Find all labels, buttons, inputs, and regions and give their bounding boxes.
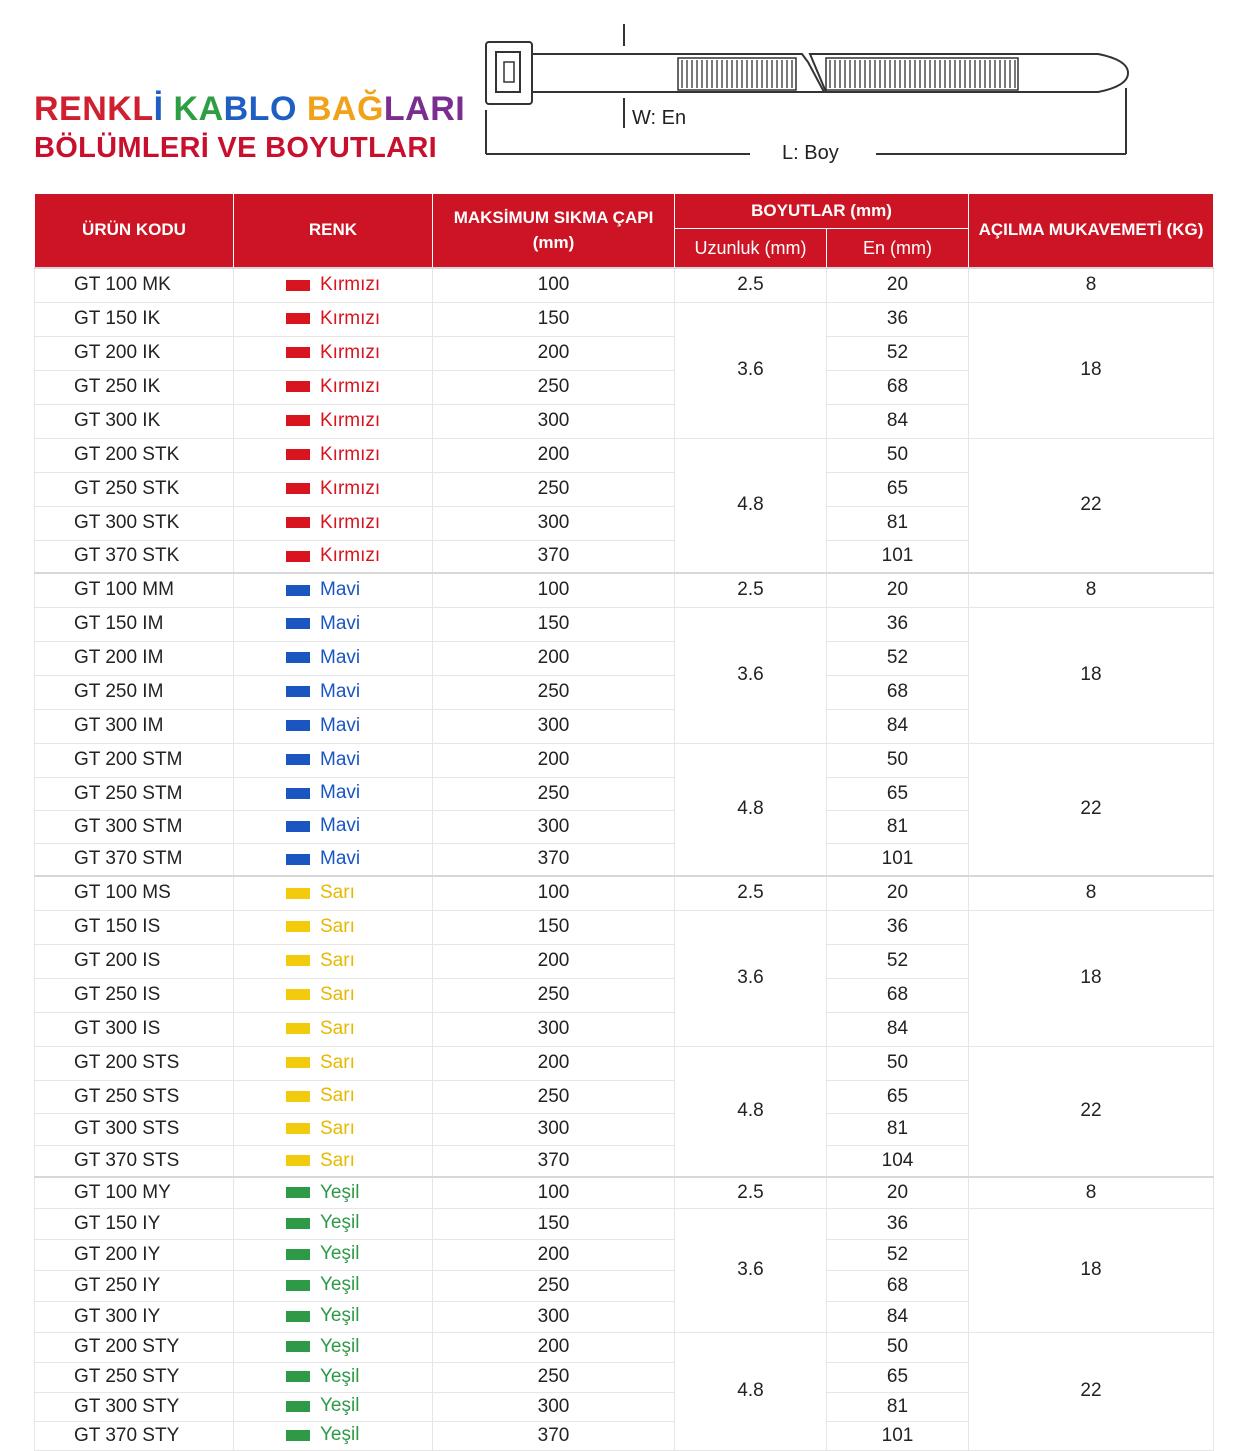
cell-color: [234, 540, 433, 573]
table-row: [35, 743, 1214, 777]
color-swatch: [286, 517, 310, 528]
cell-width: 65: [827, 777, 969, 810]
cell-width: 84: [827, 1301, 969, 1332]
cell-width: 50: [827, 743, 969, 777]
cell-max-diameter: 300: [433, 1301, 675, 1332]
color-swatch: [286, 1311, 310, 1322]
color-swatch: [286, 1371, 310, 1382]
cell-width: 68: [827, 1270, 969, 1301]
color-name: Yeşil: [320, 1424, 360, 1446]
cell-color: [234, 944, 433, 978]
cell-max-diameter: 300: [433, 709, 675, 743]
cell-width: 36: [827, 1208, 969, 1239]
cell-product-code: GT 100 MY: [35, 1177, 234, 1208]
table-row: [35, 607, 1214, 641]
cell-width: 101: [827, 843, 969, 876]
title-seg-4: BAĞ: [306, 90, 384, 128]
color-name: Mavi: [320, 782, 361, 804]
cell-max-diameter: 300: [433, 1113, 675, 1145]
cell-color: [234, 302, 433, 336]
cell-color: [234, 1177, 433, 1208]
cell-product-code: GT 370 STS: [35, 1145, 234, 1177]
cell-length: 3.6: [675, 607, 827, 743]
cell-length: 2.5: [675, 268, 827, 302]
color-name: Yeşil: [320, 1365, 360, 1387]
cell-max-diameter: 100: [433, 1177, 675, 1208]
cell-width: 84: [827, 1012, 969, 1046]
cell-product-code: GT 250 STS: [35, 1080, 234, 1113]
cell-color: [234, 1046, 433, 1080]
color-swatch: [286, 1341, 310, 1352]
cell-color: [234, 1332, 433, 1362]
cell-color: [234, 1080, 433, 1113]
cell-max-diameter: 370: [433, 843, 675, 876]
cell-product-code: GT 250 IY: [35, 1270, 234, 1301]
cell-product-code: GT 300 IY: [35, 1301, 234, 1332]
color-swatch: [286, 652, 310, 663]
header-strength: AÇILMA MUKAVEMETİ (KG): [969, 194, 1214, 269]
cell-max-diameter: 250: [433, 978, 675, 1012]
cell-width: 68: [827, 978, 969, 1012]
cell-max-diameter: 200: [433, 438, 675, 472]
color-name: Yeşil: [320, 1243, 360, 1265]
color-name: Sarı: [320, 1051, 355, 1073]
cell-width: 68: [827, 675, 969, 709]
color-swatch: [286, 720, 310, 731]
color-name: Yeşil: [320, 1274, 360, 1296]
cell-length: 4.8: [675, 438, 827, 573]
color-swatch: [286, 821, 310, 832]
cell-width: 36: [827, 910, 969, 944]
page-title: [34, 92, 465, 163]
cell-max-diameter: 150: [433, 607, 675, 641]
header-width: En (mm): [827, 229, 969, 269]
cell-color: [234, 910, 433, 944]
cell-width: 81: [827, 506, 969, 540]
cell-product-code: GT 200 STS: [35, 1046, 234, 1080]
width-label: W: En: [632, 107, 687, 129]
spec-table: [34, 193, 1214, 1451]
header-max-diameter: MAKSİMUM SIKMA ÇAPI (mm): [433, 194, 675, 269]
cell-length: 3.6: [675, 1208, 827, 1332]
cell-product-code: GT 100 MS: [35, 876, 234, 910]
cell-width: 101: [827, 540, 969, 573]
color-name: Sarı: [320, 1085, 355, 1107]
cell-strength: 22: [969, 743, 1214, 876]
color-swatch: [286, 381, 310, 392]
color-swatch: [286, 347, 310, 358]
cell-product-code: GT 300 IK: [35, 404, 234, 438]
color-name: Yeşil: [320, 1181, 360, 1203]
cell-width: 65: [827, 1080, 969, 1113]
cell-length: 4.8: [675, 743, 827, 876]
color-name: Sarı: [320, 1149, 355, 1171]
cell-product-code: GT 150 IM: [35, 607, 234, 641]
cell-strength: 22: [969, 438, 1214, 573]
cell-product-code: GT 250 STK: [35, 472, 234, 506]
cell-strength: 18: [969, 910, 1214, 1046]
color-name: Yeşil: [320, 1305, 360, 1327]
cell-color: [234, 506, 433, 540]
color-name: Yeşil: [320, 1212, 360, 1234]
cell-strength: 18: [969, 607, 1214, 743]
color-name: Mavi: [320, 646, 361, 668]
cell-width: 52: [827, 641, 969, 675]
cell-length: 2.5: [675, 1177, 827, 1208]
cell-color: [234, 978, 433, 1012]
cell-product-code: GT 370 STY: [35, 1421, 234, 1450]
color-name: Mavi: [320, 714, 361, 736]
color-swatch: [286, 989, 310, 1000]
cell-max-diameter: 250: [433, 1270, 675, 1301]
table-row: [35, 1177, 1214, 1208]
cell-strength: 22: [969, 1046, 1214, 1177]
color-name: Yeşil: [320, 1335, 360, 1357]
cell-color: [234, 573, 433, 607]
color-name: Sarı: [320, 1017, 355, 1039]
cell-product-code: GT 200 IM: [35, 641, 234, 675]
color-swatch: [286, 1280, 310, 1291]
color-name: Yeşil: [320, 1395, 360, 1417]
cell-max-diameter: 300: [433, 506, 675, 540]
cell-product-code: GT 200 IK: [35, 336, 234, 370]
cell-length: 4.8: [675, 1046, 827, 1177]
cell-color: [234, 641, 433, 675]
cell-max-diameter: 200: [433, 641, 675, 675]
cell-product-code: GT 200 IS: [35, 944, 234, 978]
color-name: Sarı: [320, 949, 355, 971]
cell-product-code: GT 200 STY: [35, 1332, 234, 1362]
color-name: Sarı: [320, 1117, 355, 1139]
cell-max-diameter: 300: [433, 1392, 675, 1421]
color-name: Kırmızı: [320, 375, 381, 397]
cell-width: 104: [827, 1145, 969, 1177]
color-swatch: [286, 854, 310, 865]
cell-product-code: GT 300 IM: [35, 709, 234, 743]
cell-width: 50: [827, 1046, 969, 1080]
cell-max-diameter: 200: [433, 1332, 675, 1362]
cell-color: [234, 843, 433, 876]
color-swatch: [286, 1123, 310, 1134]
header-code: ÜRÜN KODU: [35, 194, 234, 269]
cell-color: [234, 1392, 433, 1421]
color-swatch: [286, 754, 310, 765]
color-name: Mavi: [320, 848, 361, 870]
color-swatch: [286, 1249, 310, 1260]
color-swatch: [286, 1155, 310, 1166]
color-swatch: [286, 1430, 310, 1441]
cell-product-code: GT 250 STM: [35, 777, 234, 810]
cell-width: 50: [827, 1332, 969, 1362]
color-name: Sarı: [320, 983, 355, 1005]
color-swatch: [286, 921, 310, 932]
table-row: [35, 573, 1214, 607]
cell-color: [234, 404, 433, 438]
table-row: [35, 268, 1214, 302]
cell-max-diameter: 370: [433, 1421, 675, 1450]
cell-product-code: GT 250 STY: [35, 1362, 234, 1392]
color-swatch: [286, 551, 310, 562]
color-name: Mavi: [320, 579, 361, 601]
cell-width: 84: [827, 709, 969, 743]
cell-length: 4.8: [675, 1332, 827, 1450]
cell-product-code: GT 300 IS: [35, 1012, 234, 1046]
cell-max-diameter: 150: [433, 910, 675, 944]
cell-width: 65: [827, 1362, 969, 1392]
color-name: Kırmızı: [320, 274, 381, 296]
cell-max-diameter: 200: [433, 944, 675, 978]
cell-color: [234, 370, 433, 404]
cell-strength: 8: [969, 876, 1214, 910]
color-name: Kırmızı: [320, 477, 381, 499]
cell-width: 20: [827, 876, 969, 910]
color-swatch: [286, 449, 310, 460]
cell-product-code: GT 300 STY: [35, 1392, 234, 1421]
title-seg-1: İ: [153, 90, 164, 128]
cell-max-diameter: 250: [433, 370, 675, 404]
cell-max-diameter: 200: [433, 1046, 675, 1080]
cell-width: 20: [827, 1177, 969, 1208]
cell-width: 68: [827, 370, 969, 404]
cell-width: 101: [827, 1421, 969, 1450]
cell-color: [234, 1208, 433, 1239]
color-name: Kırmızı: [320, 307, 381, 329]
cell-color: [234, 1301, 433, 1332]
header-color: RENK: [234, 194, 433, 269]
cell-product-code: GT 300 STK: [35, 506, 234, 540]
cell-color: [234, 1270, 433, 1301]
cell-length: 2.5: [675, 876, 827, 910]
cell-product-code: GT 200 IY: [35, 1239, 234, 1270]
cell-width: 81: [827, 1392, 969, 1421]
cell-max-diameter: 300: [433, 810, 675, 843]
header-dimensions: BOYUTLAR (mm): [675, 194, 969, 229]
cell-color: [234, 675, 433, 709]
color-swatch: [286, 1187, 310, 1198]
cell-color: [234, 1145, 433, 1177]
cell-width: 81: [827, 1113, 969, 1145]
cell-color: [234, 438, 433, 472]
cell-product-code: GT 300 STS: [35, 1113, 234, 1145]
length-label: L: Boy: [782, 142, 839, 164]
cell-max-diameter: 300: [433, 404, 675, 438]
cell-length: 3.6: [675, 302, 827, 438]
cell-color: [234, 743, 433, 777]
cell-length: 2.5: [675, 573, 827, 607]
cell-width: 20: [827, 268, 969, 302]
table-row: [35, 876, 1214, 910]
table-row: [35, 1332, 1214, 1362]
cell-width: 52: [827, 336, 969, 370]
cell-product-code: GT 200 STK: [35, 438, 234, 472]
cell-color: [234, 1239, 433, 1270]
cell-max-diameter: 250: [433, 675, 675, 709]
cell-max-diameter: 200: [433, 1239, 675, 1270]
color-name: Kırmızı: [320, 341, 381, 363]
title-line-1: [34, 92, 465, 126]
cell-max-diameter: 150: [433, 302, 675, 336]
color-swatch: [286, 280, 310, 291]
color-swatch: [286, 686, 310, 697]
color-name: Mavi: [320, 815, 361, 837]
cell-width: 20: [827, 573, 969, 607]
title-seg-3: BLO: [223, 90, 307, 128]
cell-max-diameter: 300: [433, 1012, 675, 1046]
cell-product-code: GT 150 IK: [35, 302, 234, 336]
cell-max-diameter: 150: [433, 1208, 675, 1239]
cell-color: [234, 1362, 433, 1392]
cell-color: [234, 709, 433, 743]
cell-strength: 8: [969, 1177, 1214, 1208]
cell-product-code: GT 200 STM: [35, 743, 234, 777]
cell-width: 36: [827, 607, 969, 641]
cable-tie-diagram: [478, 18, 1138, 168]
cell-width: 84: [827, 404, 969, 438]
table-row: [35, 302, 1214, 336]
color-name: Kırmızı: [320, 443, 381, 465]
color-name: Mavi: [320, 680, 361, 702]
color-swatch: [286, 955, 310, 966]
cell-strength: 22: [969, 1332, 1214, 1450]
cell-width: 52: [827, 1239, 969, 1270]
cell-max-diameter: 100: [433, 876, 675, 910]
cell-product-code: GT 370 STM: [35, 843, 234, 876]
cell-max-diameter: 100: [433, 268, 675, 302]
cell-color: [234, 810, 433, 843]
cell-color: [234, 472, 433, 506]
cell-color: [234, 1113, 433, 1145]
cell-strength: 18: [969, 302, 1214, 438]
title-seg-5: LARI: [383, 90, 466, 128]
cell-color: [234, 777, 433, 810]
cell-max-diameter: 200: [433, 336, 675, 370]
cell-color: [234, 336, 433, 370]
cell-product-code: GT 100 MK: [35, 268, 234, 302]
cell-product-code: GT 250 IS: [35, 978, 234, 1012]
cell-max-diameter: 250: [433, 472, 675, 506]
cell-product-code: GT 300 STM: [35, 810, 234, 843]
color-swatch: [286, 618, 310, 629]
cell-product-code: GT 150 IY: [35, 1208, 234, 1239]
color-swatch: [286, 1091, 310, 1102]
table-row: [35, 1208, 1214, 1239]
color-name: Sarı: [320, 882, 355, 904]
header-length: Uzunluk (mm): [675, 229, 827, 269]
color-swatch: [286, 888, 310, 899]
color-name: Sarı: [320, 915, 355, 937]
cable-tie-drawing: [478, 18, 1138, 168]
cell-strength: 8: [969, 268, 1214, 302]
cell-max-diameter: 250: [433, 1362, 675, 1392]
cell-product-code: GT 250 IK: [35, 370, 234, 404]
cell-product-code: GT 250 IM: [35, 675, 234, 709]
cell-width: 65: [827, 472, 969, 506]
color-name: Kırmızı: [320, 545, 381, 567]
color-name: Mavi: [320, 748, 361, 770]
color-name: Kırmızı: [320, 409, 381, 431]
color-swatch: [286, 1401, 310, 1412]
cell-max-diameter: 370: [433, 1145, 675, 1177]
cell-max-diameter: 250: [433, 777, 675, 810]
color-swatch: [286, 1057, 310, 1068]
color-name: Kırmızı: [320, 511, 381, 533]
table-body: [35, 268, 1214, 1450]
cell-strength: 8: [969, 573, 1214, 607]
cell-max-diameter: 100: [433, 573, 675, 607]
table-row: [35, 1046, 1214, 1080]
cell-max-diameter: 370: [433, 540, 675, 573]
color-swatch: [286, 483, 310, 494]
cell-max-diameter: 250: [433, 1080, 675, 1113]
cell-product-code: GT 370 STK: [35, 540, 234, 573]
cell-color: [234, 1421, 433, 1450]
cell-color: [234, 268, 433, 302]
cell-width: 81: [827, 810, 969, 843]
cell-width: 50: [827, 438, 969, 472]
cell-width: 52: [827, 944, 969, 978]
cell-length: 3.6: [675, 910, 827, 1046]
color-swatch: [286, 415, 310, 426]
color-swatch: [286, 313, 310, 324]
color-swatch: [286, 1023, 310, 1034]
title-line-2: BÖLÜMLERİ VE BOYUTLARI: [34, 132, 437, 164]
table-row: [35, 910, 1214, 944]
color-swatch: [286, 1218, 310, 1229]
cell-color: [234, 607, 433, 641]
cell-max-diameter: 200: [433, 743, 675, 777]
table-row: [35, 438, 1214, 472]
color-swatch: [286, 585, 310, 596]
cell-product-code: GT 150 IS: [35, 910, 234, 944]
cell-product-code: GT 100 MM: [35, 573, 234, 607]
cell-color: [234, 876, 433, 910]
color-swatch: [286, 788, 310, 799]
cell-width: 36: [827, 302, 969, 336]
cell-color: [234, 1012, 433, 1046]
title-seg-2: KA: [163, 90, 224, 128]
title-seg-0: RENKL: [34, 90, 154, 128]
color-name: Mavi: [320, 612, 361, 634]
cell-strength: 18: [969, 1208, 1214, 1332]
